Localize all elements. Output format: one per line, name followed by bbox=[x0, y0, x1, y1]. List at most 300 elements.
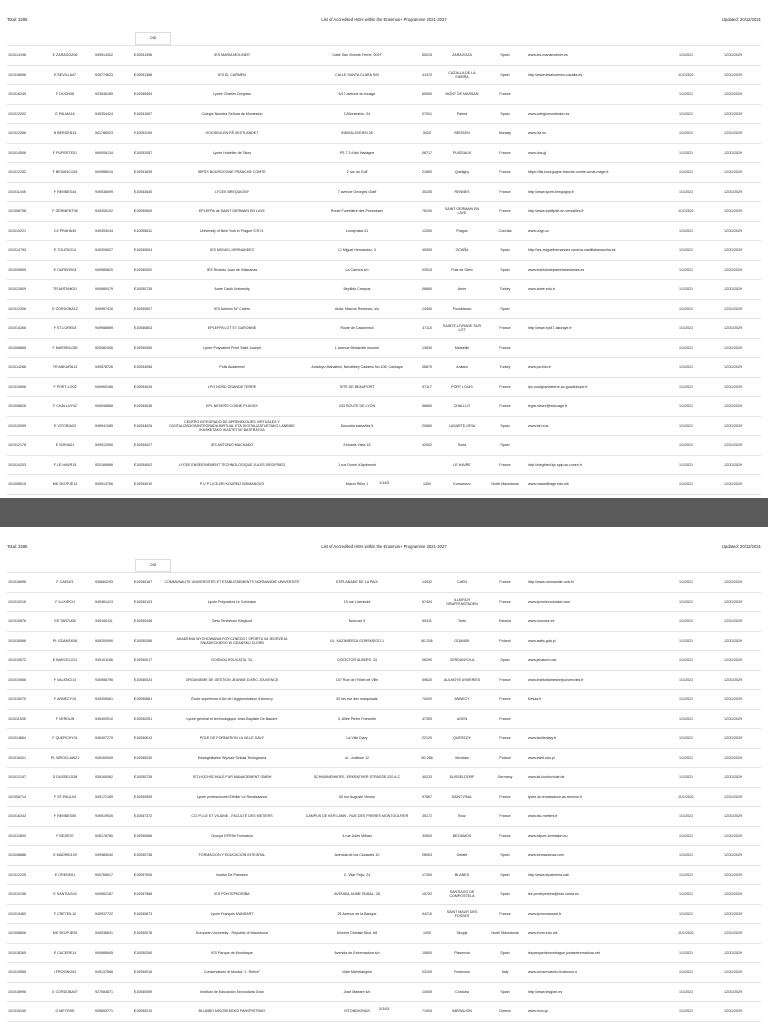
end-date-cell: 12/31/2029 bbox=[705, 221, 761, 241]
postal-code-cell bbox=[413, 494, 441, 498]
oid-cell: E10050728 bbox=[123, 768, 163, 788]
pic-cell: 949306561 bbox=[85, 690, 123, 710]
project-id-cell: 101016401 bbox=[7, 748, 45, 768]
project-id-cell: 101015140 bbox=[7, 1002, 45, 1022]
project-id-cell: 101010656 bbox=[7, 670, 45, 690]
website-cell: www.eurm.edu.mk bbox=[527, 924, 667, 944]
city-cell: AULNOYE AYMERIES bbox=[441, 670, 483, 690]
country-cell: France bbox=[483, 163, 527, 183]
start-date-cell bbox=[667, 494, 705, 498]
address-cell: UL. KAZIMIERZA GORSKIEGO 1 bbox=[301, 631, 413, 651]
city-cell: ILLKIRCH GRAFFENSTADEN bbox=[441, 592, 483, 612]
institution-name-cell: Lycée Charles Dregnau bbox=[163, 85, 301, 105]
country-cell: Spain bbox=[483, 241, 527, 261]
oid-cell: E10050016 bbox=[123, 963, 163, 983]
institution-name-cell: COMMUNAUTE UNIVERSITES ET ETABLISSEMENTS NORMANDIE UNIVERSITE bbox=[163, 573, 301, 593]
table-row bbox=[7, 846, 761, 866]
address-cell: Kliment Ohridski Blvd. 68 bbox=[301, 924, 413, 944]
pic-cell: 949160111 bbox=[85, 612, 123, 632]
project-id-cell: 101012178 bbox=[7, 436, 45, 456]
country-cell: France bbox=[483, 709, 527, 729]
website-cell: www.nooruse.ee bbox=[527, 612, 667, 632]
erasmus-code-cell: F ST-PAUL04 bbox=[45, 787, 85, 807]
start-date-cell: 1/1/2021 bbox=[667, 338, 705, 358]
oid-cell: E10050735 bbox=[123, 280, 163, 300]
erasmus-code-cell: F ST-LORE03 bbox=[45, 319, 85, 339]
address-cell: Londynska 41 bbox=[301, 221, 413, 241]
postal-code-cell: 1300 bbox=[413, 475, 441, 495]
city-cell: Kumanovo bbox=[441, 475, 483, 495]
address-cell: Calle San Vicente Ferrer, 0097 bbox=[301, 46, 413, 66]
end-date-cell: 12/31/2029 bbox=[705, 299, 761, 319]
postal-code-cell: 15702 bbox=[413, 885, 441, 905]
pic-cell: 949774623 bbox=[85, 65, 123, 85]
address-cell: Avenida de los Ciudades 10 bbox=[301, 846, 413, 866]
address-cell: C/ Miguel Hernandez, 3 bbox=[301, 241, 413, 261]
erasmus-code-cell: F PUPERTE01 bbox=[45, 143, 85, 163]
start-date-cell: 11/1/2021 bbox=[667, 202, 705, 222]
postal-code-cell: 07001 bbox=[413, 104, 441, 124]
erasmus-code-cell: E BARCELO11 bbox=[45, 651, 85, 671]
website-cell: www.lavilledavy.fr bbox=[527, 729, 667, 749]
project-id-cell: 101011535 bbox=[7, 709, 45, 729]
project-id-cell: 101016243 bbox=[7, 807, 45, 827]
website-cell: http://www.normandie-univ.fr/ bbox=[527, 573, 667, 593]
oid-cell: E10051639 bbox=[123, 163, 163, 183]
table-row bbox=[7, 729, 761, 749]
institution-name-cell: Lycée Hubelier de Talon bbox=[163, 143, 301, 163]
postal-code-cell: 80-336 bbox=[413, 631, 441, 651]
postal-code-cell: 45300 bbox=[413, 241, 441, 261]
oid-cell: E10057372 bbox=[123, 807, 163, 827]
institution-name-cell: P U P LICEJ/RI KOUREIZ BISMANOVO bbox=[163, 475, 301, 495]
website-cell: www.colegiomontesion.es bbox=[527, 104, 667, 124]
address-cell: AVENIDA JAIME RUBAL, 28 bbox=[301, 885, 413, 905]
pic-cell: 949361413 bbox=[85, 592, 123, 612]
city-cell: Córdoba bbox=[441, 982, 483, 1002]
table-row bbox=[7, 709, 761, 729]
address-cell: 52 bis rue des marquisats bbox=[301, 690, 413, 710]
postal-code-cell: 22120 bbox=[413, 729, 441, 749]
institution-name-cell: CENTRO INTEGRADO DE APRENDIZAJES VIRTUALES Y DIGITALIZADOS/INTEGRADA BIRTUAL ETA DIGITALIZATUETAKO LANBIDE IKASKETAKO IKASTETXE BATERATUA bbox=[163, 416, 301, 436]
table-row bbox=[7, 397, 761, 417]
country-cell: Estonia bbox=[483, 612, 527, 632]
city-cell: CHALLUY bbox=[441, 397, 483, 417]
end-date-cell: 12/31/2029 bbox=[705, 338, 761, 358]
project-id-cell: 101008016 bbox=[7, 475, 45, 495]
erasmus-code-cell: F BEZIE07 bbox=[45, 826, 85, 846]
project-id-cell: 101015070 bbox=[7, 690, 45, 710]
address-cell: C/DOCTOR ALBERS, 33 bbox=[301, 651, 413, 671]
oid-cell: E10050010 bbox=[123, 1002, 163, 1022]
erasmus-code-cell: TR ANKARA13 bbox=[45, 358, 85, 378]
country-cell: France bbox=[483, 182, 527, 202]
postal-code-cell: 50015 bbox=[413, 46, 441, 66]
country-cell: Greece bbox=[483, 1002, 527, 1022]
start-date-cell: 1/1/2021 bbox=[667, 104, 705, 124]
pic-cell: 920189666 bbox=[85, 455, 123, 475]
document-title: List of Accredited HEIs within the Erasmus+ Programme 2021-2027 bbox=[321, 17, 447, 22]
city-cell: Soria bbox=[441, 436, 483, 456]
table-row bbox=[7, 358, 761, 378]
oid-cell: E10050609 bbox=[123, 202, 163, 222]
address-cell: 1 avenue Belasmile mourier bbox=[301, 338, 413, 358]
project-id-cell: 101012306 bbox=[7, 299, 45, 319]
institution-name-cell: IES Antonio M° Calero bbox=[163, 299, 301, 319]
institution-name-cell: École supérieure d'Art de l'Agglomération d'Annecy bbox=[163, 690, 301, 710]
table-row bbox=[7, 338, 761, 358]
country-cell: France bbox=[483, 455, 527, 475]
start-date-cell: 1/1/2021 bbox=[667, 670, 705, 690]
start-date-cell: 1/1/2021 bbox=[667, 982, 705, 1002]
website-cell: www.antre.edu.tr bbox=[527, 280, 667, 300]
pic-cell: 949941085 bbox=[85, 416, 123, 436]
pic-cell: 949937722 bbox=[85, 904, 123, 924]
end-date-cell: 12/31/2029 bbox=[705, 397, 761, 417]
postal-code-cell: 97867 bbox=[413, 787, 441, 807]
institution-name-cell: Instituto de Educación Secundaria Gran bbox=[163, 982, 301, 1002]
city-cell: Frosinone bbox=[441, 963, 483, 983]
oid-cell: E10050078 bbox=[123, 924, 163, 944]
city-cell: DUSSELDORF bbox=[441, 768, 483, 788]
city-cell: Tartu bbox=[441, 612, 483, 632]
postal-code-cell: 5020 bbox=[413, 124, 441, 144]
address-cell: SITE DE BEAUPORT bbox=[301, 377, 413, 397]
erasmus-code-cell: F PORT-LO02 bbox=[45, 377, 85, 397]
pic-cell bbox=[85, 494, 123, 498]
postal-code-cell: 97117 bbox=[413, 377, 441, 397]
website-cell: www.fac-metiers.fr bbox=[527, 807, 667, 827]
website-cell: http://www.epl47-tatoraye.fr bbox=[527, 319, 667, 339]
project-id-cell: 101014506 bbox=[7, 143, 45, 163]
city-cell: OCAÑA bbox=[441, 241, 483, 261]
end-date-cell: 12/31/2029 bbox=[705, 709, 761, 729]
project-id-cell: 101014203 bbox=[7, 455, 45, 475]
project-id-cell: 101012809 bbox=[7, 280, 45, 300]
oid-column-header: OID bbox=[135, 32, 171, 45]
oid-cell: E10050050 bbox=[123, 338, 163, 358]
table-row bbox=[7, 182, 761, 202]
address-cell: Route Forestière des Princesses bbox=[301, 202, 413, 222]
project-id-cell: 101010672 bbox=[7, 651, 45, 671]
end-date-cell: 12/31/2029 bbox=[705, 280, 761, 300]
institution-name-cell: Institut De Palmeira bbox=[163, 865, 301, 885]
address-cell: C/Montesión, 24 bbox=[301, 104, 413, 124]
website-cell: http://www.iepalmeira.cat/ bbox=[527, 865, 667, 885]
table-row bbox=[7, 46, 761, 66]
oid-cell: E10050612 bbox=[123, 729, 163, 749]
address-cell bbox=[301, 494, 413, 498]
table-row bbox=[7, 670, 761, 690]
pic-cell: 939160062 bbox=[85, 768, 123, 788]
postal-code-cell: 14400 bbox=[413, 299, 441, 319]
end-date-cell: 12/31/2029 bbox=[705, 885, 761, 905]
pic-cell: 949987416 bbox=[85, 299, 123, 319]
end-date-cell: 12/31/2029 bbox=[705, 46, 761, 66]
erasmus-code-cell: E ORENS01 bbox=[45, 865, 85, 885]
city-cell: CAZALLA DE LA SIERRA bbox=[441, 65, 483, 85]
address-cell: 7 avenue Georges Graff bbox=[301, 182, 413, 202]
end-date-cell: 12/31/2029 bbox=[705, 241, 761, 261]
city-cell: QUESSOY bbox=[441, 729, 483, 749]
end-date-cell: 12/31/2029 bbox=[705, 163, 761, 183]
end-date-cell: 12/31/2029 bbox=[705, 436, 761, 456]
table-row bbox=[7, 319, 761, 339]
city-cell: SAINTE-LIVRADE SUR LOT bbox=[441, 319, 483, 339]
table-row bbox=[7, 690, 761, 710]
institution-name-cell: EPLEFPA LOT ET GARONNE bbox=[163, 319, 301, 339]
pic-cell: 949980479 bbox=[85, 280, 123, 300]
country-cell: Czechia bbox=[483, 221, 527, 241]
website-cell: www.lyceelecorbusier.com bbox=[527, 592, 667, 612]
postal-code-cell: 14005 bbox=[413, 982, 441, 1002]
oid-cell: E10050803 bbox=[123, 319, 163, 339]
institution-name-cell: FORMACION Y EDUCACION INTEGRAL bbox=[163, 846, 301, 866]
city-cell: ZARAGOZA bbox=[441, 46, 483, 66]
postal-code-cell: 67404 bbox=[413, 592, 441, 612]
city-cell: Pozoblanco bbox=[441, 299, 483, 319]
oid-cell: E10050167 bbox=[123, 573, 163, 593]
website-cell: www.birt.eus bbox=[527, 416, 667, 436]
erasmus-code-cell: EE TARTU06 bbox=[45, 612, 85, 632]
start-date-cell: 1/1/2021 bbox=[667, 1002, 705, 1022]
postal-code-cell: 1000 bbox=[413, 924, 441, 944]
project-id-cell: 101014266 bbox=[7, 319, 45, 339]
end-date-cell: 12/31/2029 bbox=[705, 592, 761, 612]
end-date-cell: 12/31/2029 bbox=[705, 358, 761, 378]
erasmus-code-cell: E CORDOBA07 bbox=[45, 982, 85, 1002]
oid-cell: E10054026 bbox=[123, 416, 163, 436]
address-cell: Macor Rilior 1 bbox=[301, 475, 413, 495]
start-date-cell: 1/1/2021 bbox=[667, 748, 705, 768]
institution-name-cell: Antre Cacik University bbox=[163, 280, 301, 300]
pic-cell: 949514402 bbox=[85, 46, 123, 66]
pic-cell: 936663293 bbox=[85, 573, 123, 593]
start-date-cell: 11/1/2021 bbox=[667, 65, 705, 85]
pic-cell: 949305244 bbox=[85, 221, 123, 241]
city-cell: Bruz bbox=[441, 807, 483, 827]
erasmus-code-cell: TR ANTANK01 bbox=[45, 280, 85, 300]
postal-code-cell: 03515 bbox=[413, 260, 441, 280]
institution-name-cell: ORGANISME DE GESTION JEANNE D'ARC JOUVENCE bbox=[163, 670, 301, 690]
pic-cell: 926178780 bbox=[85, 826, 123, 846]
country-cell: France bbox=[483, 573, 527, 593]
address-cell: Anadoyu Mahallesi, Necatibey Caddesi No:108, Cankaya bbox=[301, 358, 413, 378]
city-cell: BLANES bbox=[441, 865, 483, 885]
country-cell: France bbox=[483, 143, 527, 163]
start-date-cell: 1/1/2021 bbox=[667, 143, 705, 163]
end-date-cell: 12/31/2029 bbox=[705, 690, 761, 710]
erasmus-code-cell: E CORDOBA12 bbox=[45, 299, 85, 319]
website-cell: legta.nievre@educagri.fr bbox=[527, 397, 667, 417]
project-id-cell: 101010806 bbox=[7, 377, 45, 397]
website-cell: http://www.iesalcarmen-cazalla.es bbox=[527, 65, 667, 85]
end-date-cell: 12/31/2029 bbox=[705, 65, 761, 85]
end-date-cell: 12/31/2029 bbox=[705, 768, 761, 788]
pic-cell: 949160549 bbox=[85, 748, 123, 768]
pic-cell: 949137668 bbox=[85, 963, 123, 983]
start-date-cell: 1/1/2021 bbox=[667, 163, 705, 183]
start-date-cell: 1/1/2021 bbox=[667, 436, 705, 456]
oid-cell: E10054027 bbox=[123, 436, 163, 456]
oid-cell: E10057988 bbox=[123, 885, 163, 905]
oid-cell: E10050260 bbox=[123, 943, 163, 963]
institution-name-cell: Polis Akademisi bbox=[163, 358, 301, 378]
erasmus-code-cell: I FROSINO04 bbox=[45, 963, 85, 983]
institution-name-cell: EPLEFPA de SAINT GERMAIN EN LAYE bbox=[163, 202, 301, 222]
project-id-cell: 101010156 bbox=[7, 885, 45, 905]
end-date-cell: 12/31/2029 bbox=[705, 631, 761, 651]
institution-name-cell: Lycée professionnel Ethilier Le Renaissance bbox=[163, 787, 301, 807]
table-row bbox=[7, 494, 761, 498]
project-id-cell: 101012147 bbox=[7, 768, 45, 788]
start-date-cell: 1/1/2021 bbox=[667, 846, 705, 866]
start-date-cell: 1/1/2021 bbox=[667, 397, 705, 417]
table-row bbox=[7, 416, 761, 436]
postal-code-cell: 59620 bbox=[413, 670, 441, 690]
country-cell: France bbox=[483, 729, 527, 749]
oid-cell: E10050030 bbox=[123, 748, 163, 768]
start-date-cell: 1/1/2021 bbox=[667, 377, 705, 397]
country-cell: Italy bbox=[483, 963, 527, 983]
institution-name-cell: IBPSS BOURGOGNE FRANCHE COMTE bbox=[163, 163, 301, 183]
country-cell: Spain bbox=[483, 416, 527, 436]
table-row bbox=[7, 826, 761, 846]
project-id-cell: 101014793 bbox=[7, 241, 45, 261]
total-count: Total: 3285 bbox=[7, 17, 28, 22]
project-id-cell: 101010966 bbox=[7, 963, 45, 983]
institution-name-cell: Lycée François MANSART bbox=[163, 904, 301, 924]
postal-code-cell: 94210 bbox=[413, 904, 441, 924]
erasmus-code-cell: F CAEN21 bbox=[45, 573, 85, 593]
project-id-cell: 101010216 bbox=[7, 592, 45, 612]
end-date-cell: 12/31/2029 bbox=[705, 319, 761, 339]
start-date-cell: 1/1/2021 bbox=[667, 124, 705, 144]
address-cell: Avda. Marcos Redondo, s/n bbox=[301, 299, 413, 319]
website-cell: www.hvl.no bbox=[527, 124, 667, 144]
oid-column-header: OID bbox=[135, 559, 171, 572]
pic-cell: 949913766 bbox=[85, 475, 123, 495]
website-cell bbox=[527, 709, 667, 729]
country-cell: France bbox=[483, 397, 527, 417]
country-cell: France bbox=[483, 807, 527, 827]
erasmus-code-cell: E CACERE14 bbox=[45, 943, 85, 963]
postal-code-cell: 78100 bbox=[413, 202, 441, 222]
project-id-cell: 101016245 bbox=[7, 85, 45, 105]
address-cell: 4 rue Jules Milhau bbox=[301, 826, 413, 846]
start-date-cell: 1/1/2021 bbox=[667, 455, 705, 475]
pic-cell: 949989645 bbox=[85, 943, 123, 963]
erasmus-code-cell: F BESANCO26 bbox=[45, 163, 85, 183]
table-row bbox=[7, 377, 761, 397]
country-cell: Spain bbox=[483, 885, 527, 905]
address-cell: CALLE SANTA CLARA S/N bbox=[301, 65, 413, 85]
pic-cell: 949300990 bbox=[85, 631, 123, 651]
table-row bbox=[7, 865, 761, 885]
pic-cell: 949172189 bbox=[85, 787, 123, 807]
project-id-cell: 101019460 bbox=[7, 904, 45, 924]
country-cell: North Macedonia bbox=[483, 475, 527, 495]
address-cell: 63 rue Auguste Vinson bbox=[301, 787, 413, 807]
updated-date: Updated: 20/12/2021 bbox=[721, 17, 761, 22]
start-date-cell: 11/1/2021 bbox=[667, 924, 705, 944]
pic-cell: 927584871 bbox=[85, 982, 123, 1002]
address-cell: La Carrera s/n bbox=[301, 260, 413, 280]
end-date-cell: 12/31/2029 bbox=[705, 475, 761, 495]
oid-cell: E10050738 bbox=[123, 846, 163, 866]
start-date-cell: 1/1/2021 bbox=[667, 963, 705, 983]
country-cell: Spain bbox=[483, 846, 527, 866]
city-cell: PORT LOUIS bbox=[441, 377, 483, 397]
project-id-cell: 101009655 bbox=[7, 260, 45, 280]
institution-name-cell: IES ANTONIO MACHADO bbox=[163, 436, 301, 456]
city-cell: SAINT PAUL bbox=[441, 787, 483, 807]
erasmus-code-cell: F VALENCI14 bbox=[45, 670, 85, 690]
pic-cell: 949962187 bbox=[85, 885, 123, 905]
postal-code-cell: 06870 bbox=[413, 358, 441, 378]
country-cell: Spain bbox=[483, 46, 527, 66]
website-cell: iesparquedemonfrague.juntaextremadura.net bbox=[527, 943, 667, 963]
country-cell: France bbox=[483, 670, 527, 690]
website-cell bbox=[527, 299, 667, 319]
oid-cell: E10050599 bbox=[123, 787, 163, 807]
end-date-cell: 12/31/2029 bbox=[705, 182, 761, 202]
pic-cell: 940765617 bbox=[85, 865, 123, 885]
pic-cell: 949305102 bbox=[85, 202, 123, 222]
end-date-cell bbox=[705, 494, 761, 498]
country-cell: Spain bbox=[483, 299, 527, 319]
postal-code-cell: 50-268 bbox=[413, 748, 441, 768]
end-date-cell: 12/31/2029 bbox=[705, 573, 761, 593]
website-cell: www.eliport-formation.eu bbox=[527, 826, 667, 846]
address-cell: C. Vilar Feijo, 24 bbox=[301, 865, 413, 885]
erasmus-code-cell: F ANNECY15 bbox=[45, 690, 85, 710]
table-row bbox=[7, 260, 761, 280]
country-cell: France bbox=[483, 592, 527, 612]
city-cell: Skopje bbox=[441, 924, 483, 944]
city-cell: RENNES bbox=[441, 182, 483, 202]
table-row bbox=[7, 299, 761, 319]
postal-code-cell: 21800 bbox=[413, 163, 441, 183]
end-date-cell: 12/31/2029 bbox=[705, 787, 761, 807]
postal-code-cell: 08660 bbox=[413, 280, 441, 300]
table-row bbox=[7, 807, 761, 827]
institution-name-cell: LPO NORD GRANDE TERRE bbox=[163, 377, 301, 397]
start-date-cell: 1/1/2021 bbox=[667, 416, 705, 436]
start-date-cell: 1/1/2021 bbox=[667, 85, 705, 105]
postal-code-cell: 10600 bbox=[413, 943, 441, 963]
website-cell: www.conservatorio-frosinone.it bbox=[527, 963, 667, 983]
start-date-cell: 1/1/2021 bbox=[667, 241, 705, 261]
country-cell: Spain bbox=[483, 982, 527, 1002]
institution-name-cell: BLUMBO MISOSENSKO PANSPISTIMIO bbox=[163, 1002, 301, 1022]
institution-name-cell: Lycée général et technologique Jean-Baptiste De Baudre bbox=[163, 709, 301, 729]
address-cell: 6/17 avenue du touage bbox=[301, 85, 413, 105]
end-date-cell: 12/31/2029 bbox=[705, 651, 761, 671]
table-row bbox=[7, 612, 761, 632]
website-cell: http://siegfried.lyc.spip.ac-rouen.fr bbox=[527, 455, 667, 475]
pic-cell: 949985620 bbox=[85, 260, 123, 280]
postal-code-cell: 13630 bbox=[413, 338, 441, 358]
project-id-cell: 101008666 bbox=[7, 338, 45, 358]
table-row bbox=[7, 787, 761, 807]
city-cell: SAINT GERMAIN EN LAYE bbox=[441, 202, 483, 222]
project-id-cell: 101018656 bbox=[7, 65, 45, 85]
table-row bbox=[7, 651, 761, 671]
table-row bbox=[7, 202, 761, 222]
address-cell: 25 Avenue de la Banque bbox=[301, 904, 413, 924]
oid-cell: E10050024 bbox=[123, 670, 163, 690]
